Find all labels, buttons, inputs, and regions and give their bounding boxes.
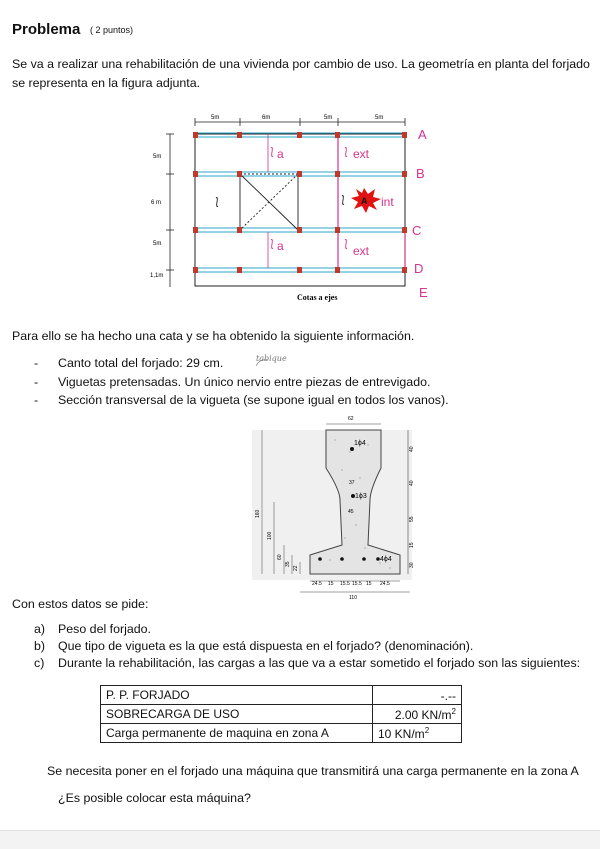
machine-text: Se necesita poner en el forjado una máquina que transmitirá una carga permanente en la zona A	[47, 764, 579, 778]
question-item	[34, 656, 598, 673]
annotation-ext-bottom: ext	[353, 244, 370, 258]
dim-bottom-4: 15.5	[352, 581, 362, 587]
question-item	[34, 622, 598, 639]
question-text: Peso del forjado.	[58, 622, 151, 636]
intro-line-2: se representa en la figura adjunta.	[12, 76, 201, 90]
table-row	[101, 705, 462, 724]
section-intro: Para ello se ha hecho una cata y se ha obtenido la siguiente información.	[12, 329, 415, 343]
zone-letter-e: E	[419, 285, 428, 300]
info-item: - Viguetas pretensadas. Un único nervio entre piezas de entrevigado.	[34, 375, 431, 389]
plan-columns	[193, 132, 407, 273]
questions-intro: Con estos datos se pide:	[12, 597, 149, 611]
info-item-text: Sección transversal de la vigueta (se supone igual en todos los vanos).	[58, 393, 449, 407]
dim-right-3: 55	[409, 516, 415, 522]
dim-left-3: 60	[277, 554, 283, 560]
load-value: 2.00 $KN/m^2$	[373, 705, 462, 724]
dim-bottom-5: 15	[366, 581, 372, 587]
plan-grid-lines	[240, 174, 298, 230]
annotation-ext-top: ext	[353, 147, 370, 161]
plan-caption: Cotas a ejes	[297, 293, 338, 302]
dim-bottom-2: 15	[328, 581, 334, 587]
load-label: P. P. FORJADO	[101, 686, 373, 705]
load-label: Carga permanente de maquina en zona A	[101, 724, 373, 743]
annotation-a-top: a	[277, 147, 284, 161]
annotation-int: int	[381, 195, 394, 209]
dim-web-width: 37	[349, 480, 355, 486]
info-item: - Canto total del forjado: 29 cm.	[34, 356, 224, 370]
load-label: SOBRECARGA DE USO	[101, 705, 373, 724]
question-letter: c)	[34, 656, 45, 670]
note-arrow-icon	[254, 358, 270, 368]
plan-left-dimensions	[150, 134, 174, 287]
zone-letter-b: B	[416, 166, 425, 181]
intro-paragraph	[12, 55, 600, 93]
dim-left-3: 5m	[153, 241, 162, 247]
dim-left-2: 100	[267, 531, 273, 540]
beam-section-diagram	[250, 408, 422, 602]
question-letter: b)	[34, 639, 46, 653]
table-row	[101, 686, 462, 705]
problem-points: ( 2 puntos)	[90, 25, 134, 35]
dim-left-2: 6 m	[151, 200, 162, 206]
dim-right-4: 15	[409, 542, 415, 548]
rebar-label-top: 1ϕ4	[354, 440, 366, 447]
dim-right-1: 40	[409, 446, 415, 452]
annotation-badge-letter: A	[361, 196, 368, 206]
annotation-hooks	[271, 148, 347, 249]
dim-top-width: 62	[348, 416, 354, 422]
rebar-label-bottom: 4ϕ4	[380, 556, 392, 563]
zone-letters	[412, 127, 428, 300]
dim-top-2: 6m	[262, 115, 271, 121]
dim-bottom-1: 24.5	[312, 581, 322, 587]
questions-list	[34, 622, 598, 673]
zone-letter-c: C	[412, 223, 422, 238]
zone-letter-a: A	[418, 127, 427, 142]
question-item	[34, 639, 598, 656]
rebar-label-mid: 1ϕ3	[355, 493, 367, 500]
zone-letter-d: D	[414, 261, 424, 276]
dim-left-5: 22	[293, 565, 299, 571]
page-footer-strip	[0, 830, 600, 849]
dim-left-1: 160	[255, 509, 261, 518]
final-question: ¿Es posible colocar esta máquina?	[58, 791, 251, 805]
intro-line-1: Se va a realizar una rehabilitación de una vivienda por cambio de uso. La geometría en planta del forjado	[12, 57, 590, 71]
dim-top-1: 5m	[211, 115, 220, 121]
dim-top-3: 5m	[324, 115, 333, 121]
question-text: Que tipo de vigueta es la que está dispuesta en el forjado? (denominación).	[58, 639, 474, 653]
dim-right-2: 40	[409, 480, 415, 486]
dim-top-4: 5m	[375, 115, 384, 121]
dim-bottom-width: 110	[349, 595, 357, 601]
handwritten-note: tabique	[256, 354, 287, 363]
dim-web-width-lower: 45	[348, 509, 354, 515]
info-item-text: Canto total del forjado: 29 cm.	[58, 356, 224, 370]
problem-title: Problema	[12, 21, 81, 38]
floor-plan-diagram	[130, 108, 440, 308]
load-value: 10 $KN/m^2$	[373, 724, 462, 743]
load-value: -.--	[373, 686, 462, 705]
dim-bottom-6: 24.5	[380, 581, 390, 587]
joist-direction-icons	[216, 196, 344, 207]
dim-right-5: 30	[409, 562, 415, 568]
info-list	[34, 356, 578, 411]
plan-outline	[195, 134, 405, 286]
question-letter: a)	[34, 622, 46, 636]
info-item-text: Viguetas pretensadas. Un único nervio entre piezas de entrevigado.	[58, 375, 431, 389]
info-item: - Sección transversal de la vigueta (se supone igual en todos los vanos).	[34, 393, 449, 407]
loads-table	[100, 685, 462, 743]
question-text: Durante la rehabilitación, las cargas a las que va a estar sometido el forjado son las siguientes:	[58, 656, 581, 670]
dim-bottom-3: 15.5	[340, 581, 350, 587]
dim-left-4: 35	[285, 561, 291, 567]
dim-left-1: 5m	[153, 154, 162, 160]
table-row	[101, 724, 462, 743]
plan-top-dimensions	[195, 115, 405, 126]
dim-left-4: 1,1m	[150, 273, 164, 279]
annotation-a-bottom: a	[277, 239, 284, 253]
